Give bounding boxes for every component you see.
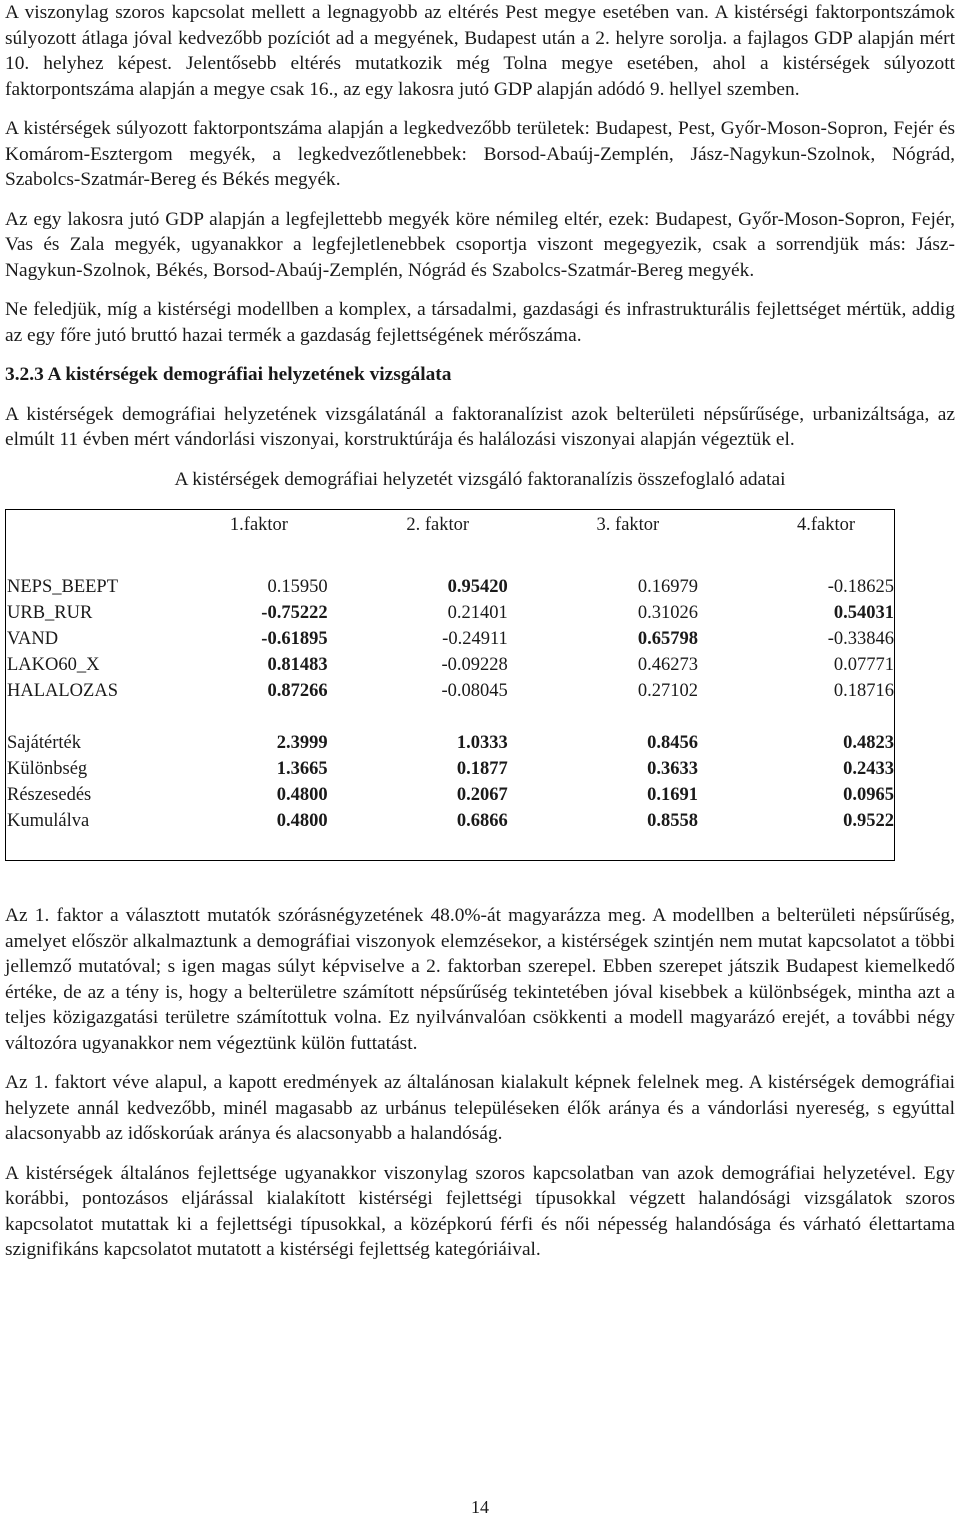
paragraph-gdp-developed: Az egy lakosra jutó GDP alapján a legfejlettebb megyék köre némileg eltér, ezek: Budapest, Győr-Moson-Sopron, Fejér, Vas és Zala megyék, ugyanakkor a legfejletlenebbek csoportja viszont megegyezik, csak a sorrendjük más: Jász-Nagykun-Szolnok, Békés, Borsod-Abaúj-Zemplén, Nógrád és Szabolcs-Szatmár-Bereg megyék. [5, 208, 955, 281]
table-cell: -0.18625 [827, 577, 894, 597]
table-cell: 0.9522 [843, 811, 894, 831]
table-cell: 0.31026 [637, 603, 698, 623]
table-cell: -0.08045 [441, 681, 508, 701]
row-label: Kumulálva [7, 811, 90, 831]
table-cell: 0.87266 [267, 681, 328, 701]
table-cell: 0.2433 [843, 759, 894, 779]
row-label: NEPS_BEEPT [7, 577, 119, 597]
table-spacer [6, 540, 895, 574]
table-cell: -0.09228 [441, 655, 508, 675]
table-cell: 0.27102 [637, 681, 698, 701]
table-row-reszesedes [6, 782, 895, 808]
section-heading: 3.2.3 A kistérségek demográfiai helyzetének vizsgálata [5, 364, 452, 385]
row-label: Részesedés [7, 785, 92, 805]
row-label: URB_RUR [7, 603, 93, 623]
table-row-vand [6, 626, 895, 652]
page-number: 14 [471, 1497, 489, 1517]
row-label: Különbség [7, 759, 88, 779]
table-header-row [6, 510, 895, 541]
table-cell: 0.07771 [833, 655, 894, 675]
table-cell: 0.18716 [833, 681, 894, 701]
table-row-kulonbseg [6, 756, 895, 782]
table-header-empty [6, 510, 161, 541]
table-cell: -0.61895 [261, 629, 328, 649]
table-cell: -0.75222 [261, 603, 328, 623]
row-label: Sajátérték [7, 733, 81, 753]
table-cell: 0.1691 [647, 785, 698, 805]
table-header-cell: 3. faktor [596, 515, 660, 535]
table-row-lako60-x [6, 652, 895, 678]
table-cell: -0.24911 [442, 629, 508, 649]
table-cell: 0.54031 [833, 603, 894, 623]
table-cell: 0.16979 [637, 577, 698, 597]
table-cell: 0.46273 [637, 655, 698, 675]
table-row-neps-beept [6, 574, 895, 600]
paragraph-factor1-results: Az 1. faktort véve alapul, a kapott eredmények az általánosan kialakult képnek felelnek meg. A kistérségek demográfiai helyzete annál kedvezőbb, minél magasabb az urbánus településeken élők aránya és a vándorlási nyereség, s egyúttal alacsonyabb az időskorúak aránya és alacsonyabb a halandóság. [5, 1072, 955, 1144]
table-cell: 1.3665 [276, 759, 328, 779]
table-cell: 0.4823 [843, 733, 894, 753]
table-cell: 1.0333 [456, 733, 508, 753]
paragraph-factor1-explains: Az 1. faktor a választott mutatók szórásnégyzetének 48.0%-át magyarázza meg. A modellben a belterületi népsűrűség, amelyet először alkalmaztunk a demográfiai viszonyok elemzésekor, a kistérségek szintjén nem mutat kapcsolatot a többi jellemző mutatóval; s igen magas súlyt képviselve a 2. faktorban szerepel. Ebben szerepet játszik Budapest kiemelkedő értéke, de az a tény is, hogy a belterületre számított népsűrűség tekintetében jóval kisebbek a különbségek, mintha azt a teljes közigazgatási területre számítottuk volna. Ez nyilvánvalóan csökkenti a modell magyarázó erejét, a további négy változóra ugyanakkor nem végeztünk külön futtatást. [5, 905, 955, 1054]
paragraph-section-intro: A kistérségek demográfiai helyzetének vizsgálatánál a faktoranalízist azok belterületi népsűrűsége, urbanizáltsága, az elmúlt 11 évben mért vándorlási viszonyai, korstruktúrája és halálozási viszonyai alapján végeztük el. [5, 403, 955, 450]
table-cell: 0.2067 [456, 785, 508, 805]
table-cell: 0.65798 [637, 629, 698, 649]
table-cell: 0.81483 [267, 655, 328, 675]
row-label: LAKO60_X [7, 655, 100, 675]
paragraph-favorable-areas: A kistérségek súlyozott faktorpontszáma alapján a legkedvezőbb területek: Budapest, Pest, Győr-Moson-Sopron, Fejér és Komárom-Esztergom megyék, a legkedvezőtlenebbek: Borsod-Abaúj-Zemplén, Jász-Nagykun-Szolnok, Nógrád, Szabolcs-Szatmár-Bereg és Békés megyék. [5, 118, 955, 190]
table-cell: 0.4800 [276, 811, 328, 831]
table-caption: A kistérségek demográfiai helyzetét vizsgáló faktoranalízis összefoglaló adatai [174, 468, 786, 490]
table-row-sajatertek [6, 730, 895, 756]
table-row-halalozas [6, 678, 895, 704]
table-cell: 0.6866 [456, 811, 508, 831]
table-cell: 0.0965 [843, 785, 894, 805]
factor-analysis-table [5, 509, 895, 861]
table-cell: -0.33846 [827, 629, 894, 649]
table-cell: 0.4800 [276, 785, 328, 805]
table-header-cell: 4.faktor [796, 515, 856, 535]
table-header-cell: 2. faktor [406, 515, 470, 535]
table-cell: 0.95420 [447, 577, 508, 597]
table-cell: 0.8558 [647, 811, 698, 831]
table-cell: 0.3633 [647, 759, 698, 779]
table-row-kumulalva [6, 808, 895, 834]
table-cell: 2.3999 [276, 733, 328, 753]
row-label: VAND [7, 629, 59, 649]
table-spacer [6, 704, 895, 730]
paragraph-pest-tolna: A viszonylag szoros kapcsolat mellett a legnagyobb az eltérés Pest megye esetében van. A kistérségi faktorpontszámok súlyozott átlaga jóval kedvezőbb pozíciót ad a megyének, Budapest után a 2. helyre sorolja. a fajlagos GDP alapján mért 10. helyhez képest. Jelentősebb eltérés mutatkozik még Tolna megye esetében, ahol a kistérségek súlyozott faktorpontszáma alapján a megye csak 16., az egy lakosra jutó GDP alapján adódó 9. hellyel szemben. [5, 2, 955, 100]
table-row-urb-rur [6, 600, 895, 626]
paragraph-remember: Ne feledjük, míg a kistérségi modellben a komplex, a társadalmi, gazdasági és infrastrukturális fejlettséget mértük, addig az egy főre jutó bruttó hazai termék a gazdaság fejlettségének mérőszáma. [5, 299, 955, 346]
paragraph-general-development: A kistérségek általános fejlettsége ugyanakkor viszonylag szoros kapcsolatban van azok demográfiai helyzetével. Egy korábbi, pontozásos eljárással kialakított kistérségi fejlettségi típusokkal végzett halandósági vizsgálatok szoros kapcsolatot mutattak ki a fejlettségi típusokkal, a középkorú férfi és női népesség halandósága és várható élettartama szignifikáns kapcsolatot mutatott a kistérségi fejlettség kategóriáival. [5, 1162, 955, 1260]
table-spacer [6, 834, 895, 861]
table-cell: 0.8456 [647, 733, 698, 753]
table-cell: 0.1877 [456, 759, 508, 779]
table-cell: 0.15950 [267, 577, 328, 597]
row-label: HALALOZAS [7, 681, 118, 701]
table-cell: 0.21401 [447, 603, 508, 623]
document-page [5, 0, 955, 1263]
table-header-cell: 1.faktor [229, 515, 288, 535]
